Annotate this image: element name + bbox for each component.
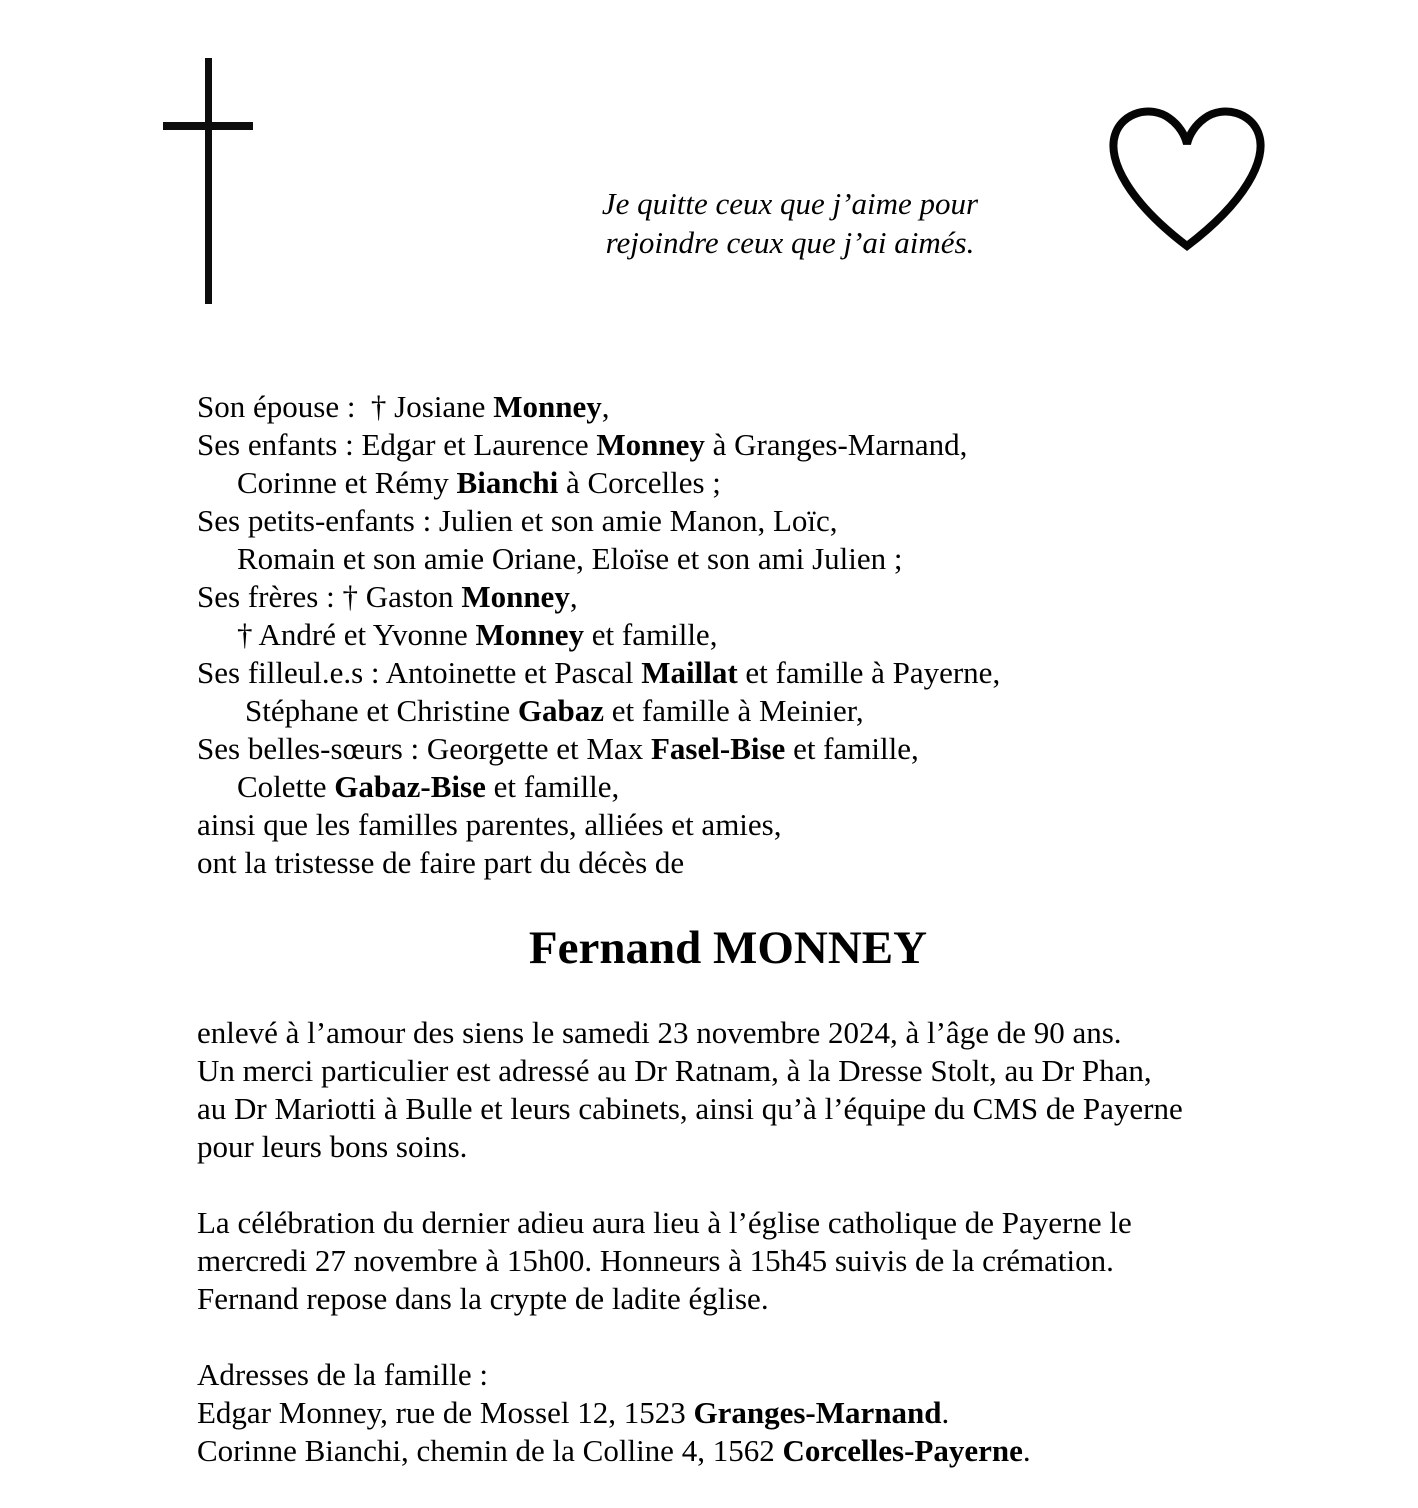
text-line: Ses filleul.e.s : Antoinette et Pascal Maillat et famille à Payerne,: [197, 655, 1001, 690]
text-line: Corinne Bianchi, chemin de la Colline 4, 1562 Corcelles-Payerne.: [197, 1433, 1031, 1468]
epitaph-quote: [552, 184, 1028, 262]
death-notice-paragraph: [197, 1014, 1259, 1166]
text-line: La célébration du dernier adieu aura lieu à l’église catholique de Payerne le: [197, 1205, 1132, 1240]
text-line: ainsi que les familles parentes, alliées et amies,: [197, 807, 782, 842]
heart-icon: [1101, 96, 1273, 260]
text-line: Ses enfants : Edgar et Laurence Monney à Granges-Marnand,: [197, 427, 968, 462]
text-line: Stéphane et Christine Gabaz et famille à Meinier,: [245, 693, 864, 728]
text-line: Ses belles-sœurs : Georgette et Max Fasel-Bise et famille,: [197, 731, 919, 766]
text-line: Colette Gabaz-Bise et famille,: [237, 769, 620, 804]
family-list: [197, 362, 1259, 882]
text-line: mercredi 27 novembre à 15h00. Honneurs à 15h45 suivis de la crémation.: [197, 1243, 1114, 1278]
header: [0, 0, 1418, 362]
deceased-name: Fernand MONNEY: [528, 922, 928, 974]
text-line: Un merci particulier est adressé au Dr Ratnam, à la Dresse Stolt, au Dr Phan,: [197, 1053, 1152, 1088]
cross-vertical-bar: [205, 58, 212, 304]
text-line: † André et Yvonne Monney et famille,: [237, 617, 718, 652]
text-line: Ses petits-enfants : Julien et son amie Manon, Loïc,: [197, 503, 838, 538]
text-line: ont la tristesse de faire part du décès de: [197, 845, 685, 880]
epitaph-quote-line-2: rejoindre ceux que j’ai aimés.: [605, 225, 975, 260]
announcement-body: [197, 362, 1259, 1470]
text-line: Fernand repose dans la crypte de ladite église.: [197, 1281, 769, 1316]
text-line: Edgar Monney, rue de Mossel 12, 1523 Granges-Marnand.: [197, 1395, 950, 1430]
text-line: pour leurs bons soins.: [197, 1129, 468, 1164]
epitaph-quote-line-1: Je quitte ceux que j’aime pour: [601, 186, 979, 221]
family-addresses-paragraph: [197, 1356, 1259, 1470]
cross-horizontal-bar: [163, 122, 253, 130]
text-line: Adresses de la famille :: [197, 1357, 488, 1392]
text-line: Ses frères : † Gaston Monney,: [197, 579, 578, 614]
cross-icon: [163, 58, 253, 304]
text-line: au Dr Mariotti à Bulle et leurs cabinets, ainsi qu’à l’équipe du CMS de Payerne: [197, 1091, 1183, 1126]
text-line: Son épouse : † Josiane Monney,: [197, 389, 610, 424]
text-line: Romain et son amie Oriane, Eloïse et son ami Julien ;: [237, 541, 903, 576]
ceremony-paragraph: [197, 1204, 1259, 1318]
text-line: enlevé à l’amour des siens le samedi 23 novembre 2024, à l’âge de 90 ans.: [197, 1015, 1122, 1050]
text-line: Corinne et Rémy Bianchi à Corcelles ;: [237, 465, 721, 500]
